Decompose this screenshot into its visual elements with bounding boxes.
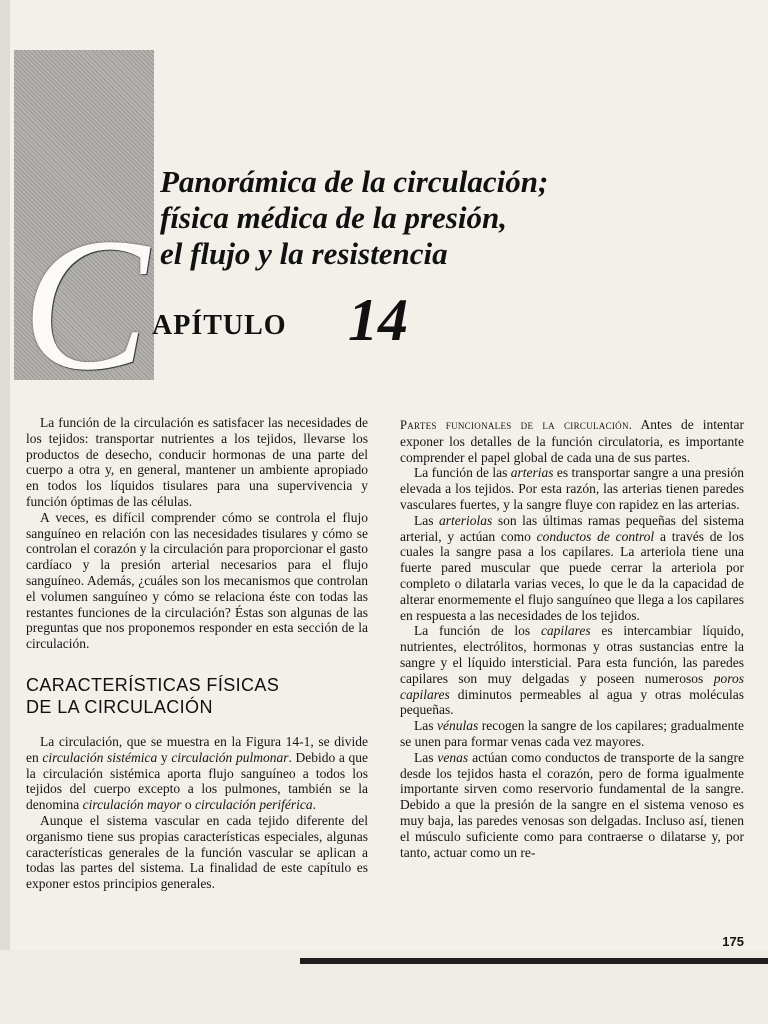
text: recogen la sangre de los capilares; gradualmente se unen para formar venas cada vez mayores. [400, 718, 744, 749]
emphasis: poros capilares [400, 670, 744, 702]
paragraph: Aunque el sistema vascular en cada tejido diferente del organismo tiene sus propias características especiales, algunas características generales de la función vascular se aplican a todas las partes del sistema. La finalidad de este capítulo es exponer estos principios generales. [26, 812, 368, 892]
text: La circulación, que se muestra en la Figura 14-1, se divide en [26, 733, 368, 765]
emphasis: circulación pulmonar [171, 749, 289, 765]
page-number: 175 [722, 934, 744, 949]
chapter-title-line: Panorámica de la circulación; [160, 164, 549, 199]
paragraph [400, 718, 744, 750]
paragraph [400, 623, 744, 718]
text: Las [414, 749, 438, 765]
paragraph [400, 465, 744, 512]
chapter-title-line: el flujo y la resistencia [160, 236, 448, 271]
subsection-heading: Partes funcionales de la circulación. [400, 418, 633, 432]
emphasis: capilares [540, 623, 591, 639]
text: a través de los cuales la sangre pasa a los capilares. La arteriola tiene una fuerte pared muscular que puede cerrar la arteriola por completo o dilatarla varias veces, lo que le da la capacidad de alterar enormemente el flujo sanguíneo que llega a los capilares en respuesta a las necesidades de los tejidos. [400, 528, 744, 623]
paragraph [26, 734, 368, 813]
text: es intercambiar líquido, nutrientes, electrólitos, hormonas y otras sustancias entre la sangre y el líquido intersticial. Para esta función, las paredes capilares son muy delgadas y poseen numerosos [400, 623, 744, 686]
chapter-initial-letter: C [22, 200, 149, 410]
paragraph [400, 513, 744, 624]
section-heading-line: DE LA CIRCULACIÓN [26, 696, 213, 717]
text: Las [414, 512, 440, 528]
chapter-number: 14 [348, 287, 408, 353]
text: diminutos permeables al agua y otras moléculas pequeñas. [400, 686, 744, 718]
text: La función de los [414, 623, 541, 639]
section-heading-line: CARACTERÍSTICAS FÍSICAS [26, 674, 280, 695]
text: . [312, 797, 316, 813]
right-column [400, 417, 744, 860]
text: . Debido a que la circulación sistémica aporta flujo sanguíneo a todos los tejidos del cuerpo excepto a los pulmones, también se la denomina [26, 749, 368, 813]
section-heading [26, 674, 368, 718]
page-edge [0, 0, 10, 1024]
emphasis: vénulas [436, 718, 479, 734]
chapter-title-line: física médica de la presión, [160, 200, 507, 235]
emphasis: circulación mayor [82, 797, 182, 813]
paragraph: La función de la circulación es satisfacer las necesidades de los tejidos: transportar nutrientes a los tejidos, llevarse los productos de desecho, conducir hormonas de una parte del cuerpo a otra y, en general, mantener un ambiente apropiado en todos los líquidos tisulares para una supervivencia y función óptimas de las células. [26, 415, 368, 509]
text: actúan como conductos de transporte de la sangre desde los tejidos hasta el corazón, pero de forma igualmente importante sirven como reservorio fundamental de la sangre. Debido a que la presión de la sangre en el sistema venoso es muy baja, las paredes venosas son delgadas. Incluso así, tienen el músculo suficiente como para contraerse o dilatarse y, por tanto, actuar como un re- [400, 749, 744, 860]
text: o [181, 797, 195, 813]
text: Las [414, 718, 437, 734]
emphasis: venas [437, 749, 469, 765]
emphasis: circulación sistémica [42, 749, 158, 765]
text: son las últimas ramas pequeñas del sistema arterial, y actúan como [400, 512, 744, 544]
emphasis: arterias [510, 465, 554, 481]
text: Antes de intentar exponer los detalles de la función circulatoria, es importante comprender el papel global de cada una de sus partes. [400, 417, 744, 465]
chapter-label: APÍTULO [152, 310, 287, 341]
emphasis: circulación periférica [194, 797, 313, 813]
paragraph [400, 417, 744, 465]
emphasis: arteriolas [439, 512, 493, 528]
text: es transportar sangre a una presión elevada a los tejidos. Por esta razón, las arterias tienen paredes vasculares fuertes, y la sangre fluye con rapidez en las arterias. [400, 465, 744, 512]
left-column [26, 415, 368, 892]
bottom-rule [300, 958, 768, 964]
chapter-title [160, 164, 720, 272]
text: y [157, 749, 172, 765]
emphasis: conductos de control [536, 528, 655, 544]
paragraph [400, 750, 744, 861]
text: La función de las [414, 465, 511, 481]
paragraph: A veces, es difícil comprender cómo se controla el flujo sanguíneo en relación con las necesidades tisulares y cómo se controlan el corazón y la circulación para proporcionar el gasto cardíaco y la presión arterial necesarios para el flujo sanguíneo. Además, ¿cuáles son los mecanismos que controlan el volumen sanguíneo y cómo se relaciona éste con todas las restantes funciones de la circulación? Éstas son algunas de las preguntas que nos proponemos responder en esta sección de la circulación. [26, 509, 368, 652]
